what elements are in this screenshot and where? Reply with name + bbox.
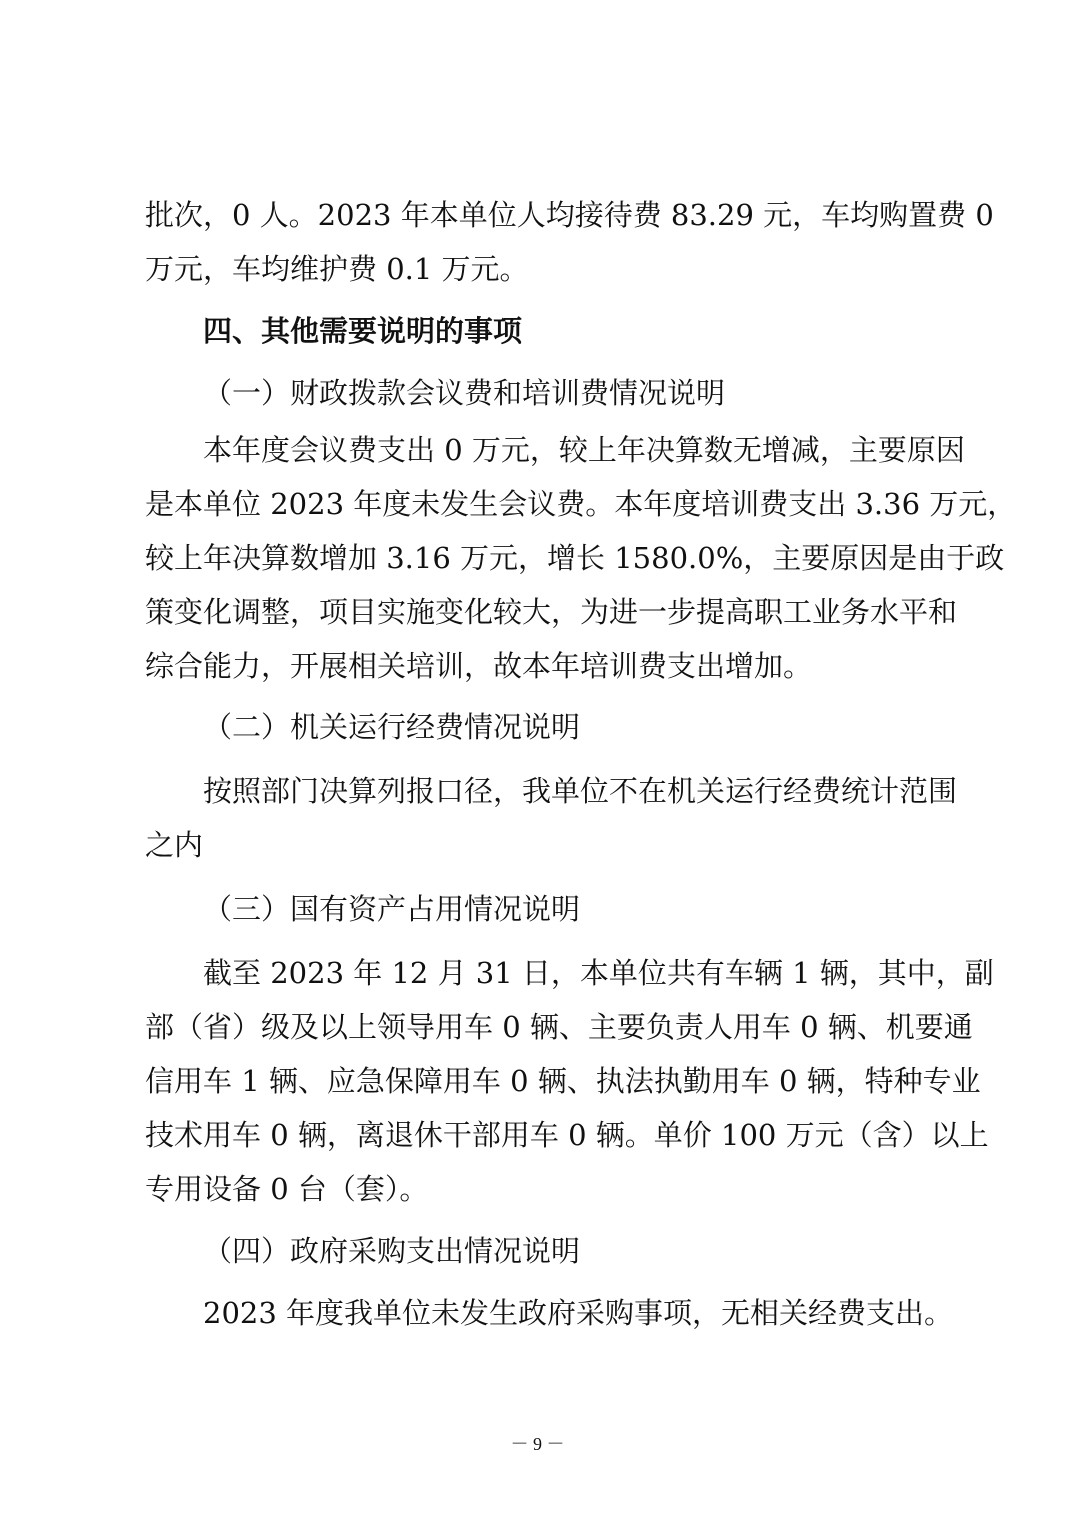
body-line: 批次，0 人。2023 年本单位人均接待费 83.29 元，车均购置费 0 <box>145 198 994 232</box>
body-line: 综合能力，开展相关培训，故本年培训费支出增加。 <box>145 649 813 683</box>
subsection-heading: （一）财政拨款会议费和培训费情况说明 <box>203 376 726 410</box>
body-line: 按照部门决算列报口径，我单位不在机关运行经费统计范围 <box>203 774 958 808</box>
body-line: 截至 2023 年 12 月 31 日，本单位共有车辆 1 辆，其中，副 <box>203 956 994 990</box>
subsection-heading: （三）国有资产占用情况说明 <box>203 892 581 926</box>
section-heading: 四、其他需要说明的事项 <box>203 314 523 348</box>
body-line: 万元，车均维护费 0.1 万元。 <box>145 252 529 286</box>
subsection-heading: （四）政府采购支出情况说明 <box>203 1234 581 1268</box>
subsection-heading: （二）机关运行经费情况说明 <box>203 710 581 744</box>
body-line: 本年度会议费支出 0 万元，较上年决算数无增减，主要原因 <box>203 433 965 467</box>
body-line: 2023 年度我单位未发生政府采购事项，无相关经费支出。 <box>203 1296 954 1330</box>
body-line: 是本单位 2023 年度未发生会议费。本年度培训费支出 3.36 万元， <box>145 487 1017 521</box>
body-line: 之内 <box>145 828 204 862</box>
page-number: － 9 － <box>510 1434 565 1454</box>
body-line: 策变化调整，项目实施变化较大，为进一步提高职工业务水平和 <box>145 595 958 629</box>
body-line: 较上年决算数增加 3.16 万元，增长 1580.0%，主要原因是由于政 <box>145 541 1005 575</box>
body-line: 技术用车 0 辆，离退休干部用车 0 辆。单价 100 万元（含）以上 <box>145 1118 989 1152</box>
body-line: 专用设备 0 台（套）。 <box>145 1172 429 1206</box>
body-line: 部（省）级及以上领导用车 0 辆、主要负责人用车 0 辆、机要通 <box>145 1010 973 1044</box>
body-line: 信用车 1 辆、应急保障用车 0 辆、执法执勤用车 0 辆，特种专业 <box>145 1064 981 1098</box>
